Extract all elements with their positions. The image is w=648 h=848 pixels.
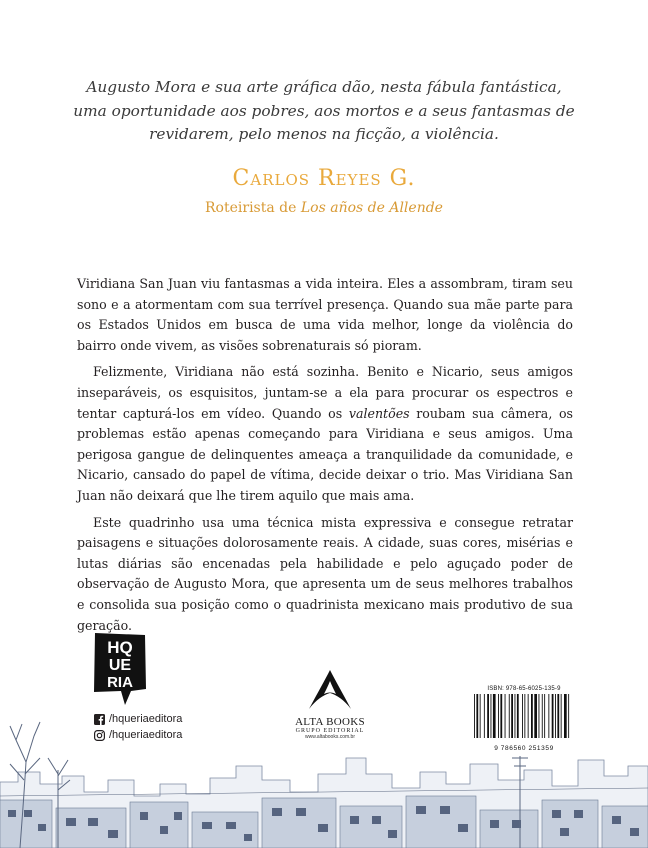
alta-books-name: ALTA BOOKS bbox=[295, 716, 365, 728]
barcode-bar bbox=[534, 694, 537, 738]
barcode-bar bbox=[476, 694, 478, 738]
barcode-bar bbox=[531, 694, 533, 738]
facebook-handle-text: /hqueriaeditora bbox=[109, 713, 183, 725]
synopsis-italic: valentões bbox=[348, 405, 410, 421]
quote-author: Carlos Reyes G. bbox=[232, 166, 416, 191]
barcode-bar bbox=[552, 694, 554, 738]
barcode-bar bbox=[515, 694, 516, 738]
isbn-label: ISBN: 978-65-6025-135-9 bbox=[487, 686, 561, 692]
barcode-bar bbox=[557, 694, 559, 738]
barcode-bar bbox=[539, 694, 540, 738]
barcode-bar bbox=[500, 694, 502, 738]
logo-line: HQ bbox=[107, 638, 133, 657]
barcode-bar bbox=[487, 694, 489, 738]
barcode-bar bbox=[498, 694, 499, 738]
hqueria-logo bbox=[91, 631, 149, 707]
barcode-bar bbox=[542, 694, 543, 738]
synopsis-paragraph: Este quadrinho usa uma técnica mista expressiva e consegue retratar paisagens e situações dolorosamente reais. A cidade, suas cores, misérias e lutas diárias são encenadas pela habilidade e pelo aguçado poder de observação de Augusto Mora, que apresenta um de seus melhores trabalhos e consolida sua posição como o quadrinista mexicano mais produtivo de sua geração. bbox=[77, 514, 573, 633]
barcode-bar bbox=[517, 694, 519, 738]
barcode-bar bbox=[568, 694, 569, 738]
barcode-bar bbox=[493, 694, 496, 738]
barcode-bar bbox=[564, 694, 567, 738]
barcode-bar bbox=[509, 694, 510, 738]
logo-line: UE bbox=[108, 657, 132, 674]
instagram-handle-text: /hqueriaeditora bbox=[109, 729, 183, 741]
barcode-bar bbox=[561, 694, 562, 738]
alta-books-group: GRUPO EDITORIAL bbox=[295, 728, 365, 734]
barcode-bar bbox=[555, 694, 556, 738]
synopsis bbox=[77, 274, 573, 642]
quote-line: Augusto Mora e sua arte gráfica dão, nesta fábula fantástica, bbox=[86, 78, 562, 96]
synopsis-text: Felizmente, Viridiana não está sozinha. Benito e Nicario, seus amigos inseparáveis, os esquisitos, juntam-se a ela para procurar os espectros e tentar capturá-los em vídeo. Quando os bbox=[77, 364, 573, 421]
barcode-bar bbox=[511, 694, 513, 738]
barcode-bar bbox=[524, 694, 525, 738]
quote-author-role bbox=[0, 200, 648, 216]
barcode-bar bbox=[491, 694, 492, 738]
isbn-barcode bbox=[470, 686, 578, 756]
quote-line: revidarem, pelo menos na ficção, a violência. bbox=[149, 125, 499, 143]
isbn-digits: 9 786560 251359 bbox=[494, 745, 554, 752]
barcode-bar bbox=[474, 694, 475, 738]
barcode-bar bbox=[522, 694, 523, 738]
barcode-bar bbox=[505, 694, 506, 738]
barcode-bar bbox=[544, 694, 545, 738]
quote-line: uma oportunidade aos pobres, aos mortos e a seus fantasmas de bbox=[73, 101, 575, 120]
logo-line: RIA bbox=[107, 674, 133, 691]
alta-books-url: www.altabooks.com.br bbox=[304, 734, 356, 740]
synopsis-paragraph: Viridiana San Juan viu fantasmas a vida inteira. Eles a assombram, tiram seu sono e a atormentam com sua terrível presença. Quando sua mãe parte para os Estados Unidos em busca de uma vida melhor, longe da violência do bairro onde vivem, as visões sobrenaturais só pioram. bbox=[77, 276, 573, 353]
synopsis-paragraph bbox=[77, 362, 573, 506]
barcode-bar bbox=[528, 694, 529, 738]
barcode-bars bbox=[470, 692, 578, 740]
barcode-bar bbox=[480, 694, 481, 738]
barcode-bar bbox=[484, 694, 485, 738]
barcode-bar bbox=[548, 694, 549, 738]
synopsis-text: roubam sua câmera, os problemas estão apenas começando para Viridiana e seus amigos. Uma perigosa gangue de delinquentes ameaça a tranquilidade da comunidade, e Nicario, cansado do papel de vítima, decide deixar o trio. Mas Viridiana San Juan não deixará que lhe tirem aquilo que mais ama. bbox=[77, 405, 574, 503]
role-prefix: Roteirista de bbox=[205, 200, 301, 216]
role-work-title: Los años de Allende bbox=[300, 200, 443, 216]
cover-quote bbox=[60, 76, 588, 147]
